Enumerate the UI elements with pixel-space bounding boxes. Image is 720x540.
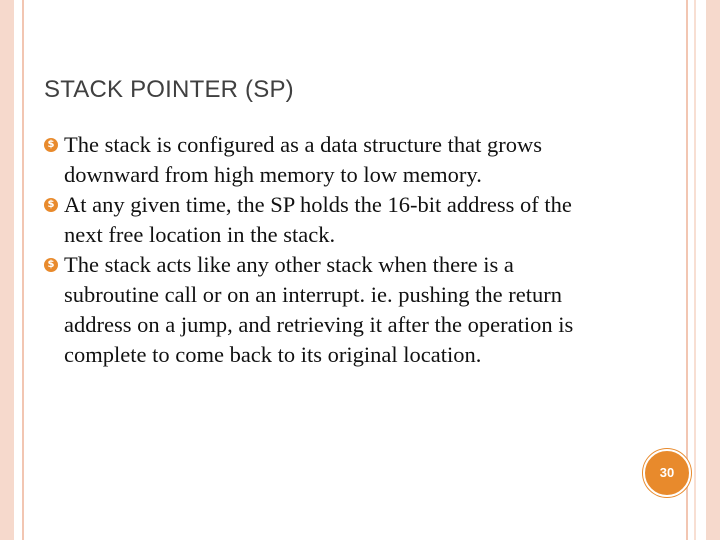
bullet-item bbox=[44, 190, 604, 250]
slide-title: STACK POINTER (SP) bbox=[44, 76, 294, 103]
bullet-text: The stack is configured as a data structure that grows downward from high memory to low memory. bbox=[64, 132, 542, 187]
dollar-circle-icon: $ bbox=[44, 258, 58, 272]
bullet-list bbox=[44, 130, 604, 370]
dollar-circle-icon: $ bbox=[44, 138, 58, 152]
page-number-badge: 30 bbox=[643, 449, 691, 497]
bullet-text: The stack acts like any other stack when there is a subroutine call or on an interrupt. ie. pushing the return address on a jump, and retrieving it after the operation is complete to come back to its original location. bbox=[64, 252, 574, 367]
left-border-line bbox=[22, 0, 24, 540]
dollar-circle-icon: $ bbox=[44, 198, 58, 212]
bullet-text: At any given time, the SP holds the 16-bit address of the next free location in the stack. bbox=[64, 192, 572, 247]
right-border-line-secondary bbox=[694, 0, 696, 540]
bullet-item bbox=[44, 130, 604, 190]
right-border-band bbox=[706, 0, 720, 540]
left-border-band bbox=[0, 0, 14, 540]
bullet-item bbox=[44, 250, 604, 370]
